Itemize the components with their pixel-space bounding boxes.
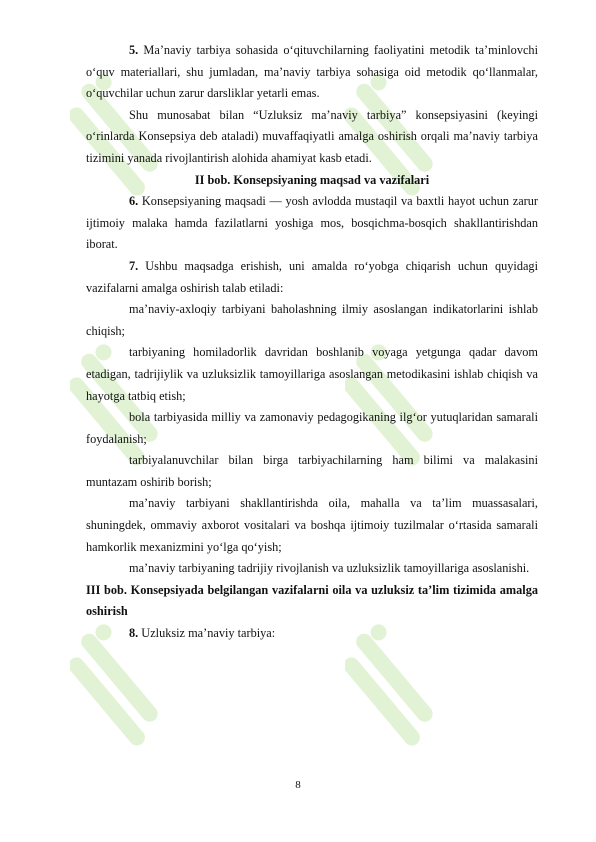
document-body: [86, 40, 538, 645]
list-item: ma’naviy tarbiyaning tadrijiy rivojlanish va uzluksizlik tamoyillariga asoslanishi.: [129, 561, 530, 576]
paragraph-5: 5. Ma’naviy tarbiya sohasida o‘qituvchilarning faoliyatini metodik ta’minlovchi o‘quv materiallari, shu jumladan, ma’naviy tarbiya sohasiga oid metodik qo‘llanmalar, o‘quvchilar uchun zarur darsliklar yetarli emas.: [86, 43, 538, 101]
paragraph-6: 6. Konsepsiyaning maqsadi — yosh avlodda mustaqil va baxtli hayot uchun zarur ijtimoiy malaka hamda fazilatlarni yoshiga mos, bosqichma-bosqich shakllantirishdan iborat.: [86, 194, 538, 252]
paragraph-8: 8. Uzluksiz ma’naviy tarbiya:: [129, 626, 276, 641]
page-number: 8: [295, 779, 301, 791]
paragraph: Shu munosabat bilan “Uzluksiz ma’naviy tarbiya” konsepsiyasini (keyingi o‘rinlarda Konsepsiya deb ataladi) muvaffaqiyatli amalga oshirish orqali ma’naviy tarbiya tizimini yanada rivojlantirish alohida ahamiyat kasb etadi.: [86, 107, 538, 165]
list-item: bola tarbiyasida milliy va zamonaviy pedagogikaning ilg‘or yutuqlaridan samarali foydalanish;: [86, 410, 538, 446]
paragraph-7: 7. Ushbu maqsadga erishish, uni amalda ro‘yobga chiqarish uchun quyidagi vazifalarni amalga oshirish talab etiladi:: [86, 258, 538, 295]
chapter-heading-2: II bob. Konsepsiyaning maqsad va vazifalari: [194, 172, 430, 187]
chapter-heading-3: III bob. Konsepsiyada belgilangan vazifalarni oila va uzluksiz ta’lim tizimida amalga oshirish: [86, 582, 538, 619]
list-item: ma’naviy-axloqiy tarbiyani baholashning ilmiy asoslangan indikatorlarini ishlab chiqish;: [86, 302, 538, 338]
list-item: tarbiyalanuvchilar bilan birga tarbiyachilarning ham bilimi va malakasini muntazam oshirib borish;: [86, 453, 538, 489]
list-item: tarbiyaning homiladorlik davridan boshlanib voyaga yetgunga qadar davom etadigan, tadrijiylik va uzluksizlik tamoyillariga asoslangan metodikasini ishlab chiqish va hayotga tatbiq etish;: [86, 345, 538, 403]
list-item: ma’naviy tarbiyani shakllantirishda oila, mahalla va ta’lim muassasalari, shuningdek, ommaviy axborot vositalari va boshqa ijtimoiy tuzilmalar o‘rtasida samarali hamkorlik mexanizmini yo‘lga qo‘yish;: [86, 496, 538, 554]
